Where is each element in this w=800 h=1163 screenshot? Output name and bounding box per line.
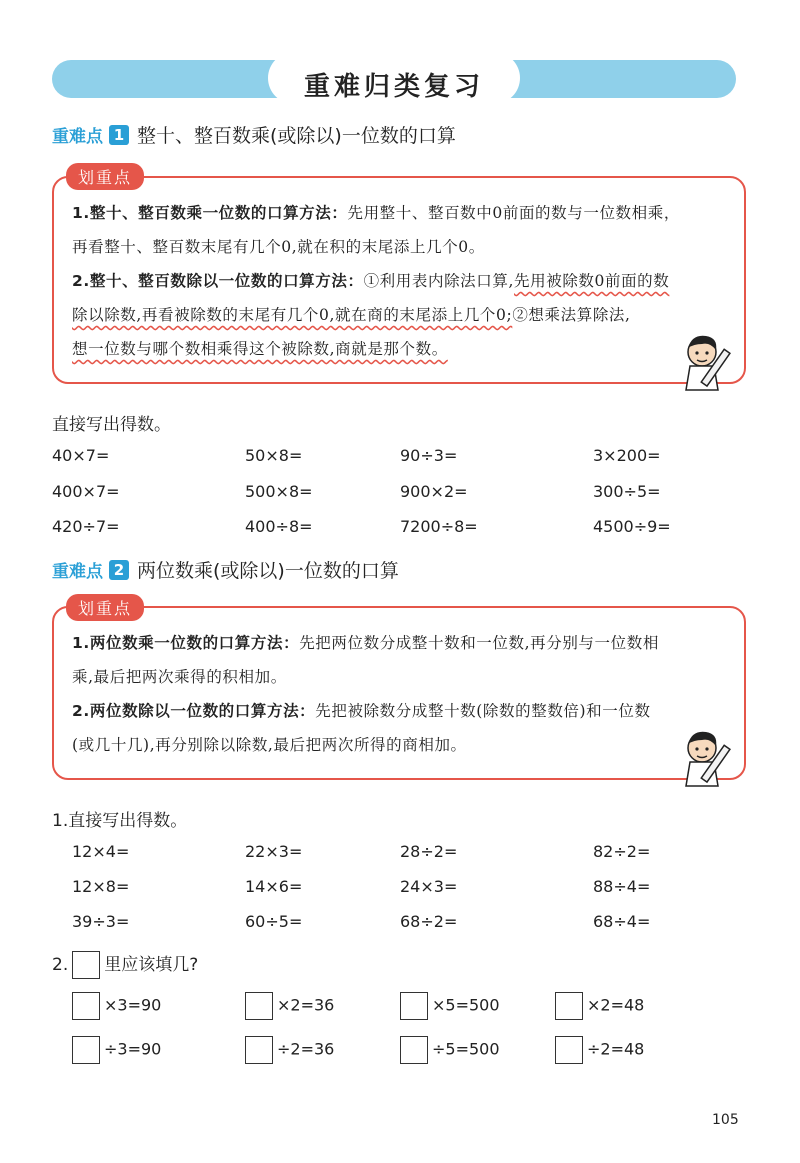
- exercise1-instruction: 1.直接写出得数。: [52, 811, 188, 831]
- fill-item: [400, 992, 500, 1020]
- calc-item: 88÷4=: [593, 877, 651, 896]
- fill-expression: ÷2=48: [587, 1039, 645, 1059]
- mascot-pencil-boy-icon: [676, 330, 740, 394]
- answer-box[interactable]: [245, 1036, 273, 1064]
- exercise2-number: 2.: [52, 955, 69, 975]
- point2-title: 两位数乘(或除以)一位数的口算: [137, 560, 399, 582]
- fill-item: [555, 1036, 644, 1064]
- exercise2-text: 里应该填几?: [104, 955, 199, 975]
- point1-title: 整十、整百数乘(或除以)一位数的口算: [137, 125, 456, 147]
- fill-item: [555, 992, 644, 1020]
- calc-item: 14×6=: [245, 877, 303, 896]
- rule3-continued: 乘,最后把两次乘得的积相加。: [72, 668, 287, 686]
- rule4-heading: 2.两位数除以一位数的口算方法：: [72, 702, 316, 720]
- calc-item: 3×200=: [593, 446, 661, 465]
- answer-box[interactable]: [72, 992, 100, 1020]
- rule2-part-c: ②想乘法算除法,: [512, 306, 631, 324]
- point2-tag: 重难点: [52, 562, 103, 582]
- fill-expression: ÷5=500: [432, 1039, 500, 1059]
- rule3-body: 先把两位数分成整十数和一位数,再分别与一位数相: [299, 634, 659, 652]
- calc-item: 300÷5=: [593, 482, 661, 501]
- rule1-body: 先用整十、整百数中0前面的数与一位数相乘，: [347, 204, 680, 222]
- fill-item: [245, 992, 334, 1020]
- rule4-body: 先把被除数分成整十数(除数的整数倍)和一位数: [315, 702, 651, 720]
- calc-item: 82÷2=: [593, 842, 651, 861]
- fill-expression: ÷2=36: [277, 1039, 335, 1059]
- calc-item: 28÷2=: [400, 842, 458, 861]
- calc-item: 50×8=: [245, 446, 303, 465]
- fill-item: [400, 1036, 500, 1064]
- fill-expression: ×2=48: [587, 995, 645, 1015]
- calc-item: 400÷8=: [245, 517, 313, 536]
- calc-item: 4500÷9=: [593, 517, 671, 536]
- rule2-part-b: 先用被除数0前面的数: [514, 272, 670, 290]
- fill-item: [72, 992, 161, 1020]
- answer-box[interactable]: [555, 992, 583, 1020]
- fill-item: [72, 1036, 161, 1064]
- answer-box[interactable]: [72, 1036, 100, 1064]
- calc-item: 7200÷8=: [400, 517, 478, 536]
- calc-item: 900×2=: [400, 482, 468, 501]
- calc-item: 68÷2=: [400, 912, 458, 931]
- knowledge-badge-1: 划重点: [66, 163, 144, 190]
- calc-item: 40×7=: [52, 446, 110, 465]
- answer-box[interactable]: [400, 1036, 428, 1064]
- blank-box-icon: [72, 951, 100, 979]
- rule1-heading: 1.整十、整百数乘一位数的口算方法：: [72, 204, 348, 222]
- calc-item: 22×3=: [245, 842, 303, 861]
- calc-item: 68÷4=: [593, 912, 651, 931]
- fill-expression: ÷3=90: [104, 1039, 162, 1059]
- rule1-continued: 再看整十、整百数末尾有几个0,就在积的末尾添上几个0。: [72, 238, 485, 256]
- rule3-heading: 1.两位数乘一位数的口算方法：: [72, 634, 300, 652]
- knowledge-text-1: [72, 196, 734, 366]
- instruction-1: 直接写出得数。: [52, 415, 171, 435]
- calc-item: 420÷7=: [52, 517, 120, 536]
- fill-item: [245, 1036, 334, 1064]
- exercise2-instruction: [52, 950, 198, 979]
- calc-item: 39÷3=: [72, 912, 130, 931]
- point1-heading: [52, 121, 456, 148]
- point1-tag: 重难点: [52, 127, 103, 147]
- rule2-heading: 2.整十、整百数除以一位数的口算方法：: [72, 272, 364, 290]
- fill-expression: ×3=90: [104, 995, 162, 1015]
- calc-item: 12×4=: [72, 842, 130, 861]
- rule2-end: 想一位数与哪个数相乘得这个被除数,商就是那个数。: [72, 340, 448, 358]
- calc-item: 12×8=: [72, 877, 130, 896]
- point2-number: 2: [109, 560, 129, 580]
- knowledge-text-2: [72, 626, 734, 762]
- calc-item: 500×8=: [245, 482, 313, 501]
- rule4-continued: (或几十几),再分别除以除数,最后把两次所得的商相加。: [72, 736, 467, 754]
- page-title: 重难归类复习: [303, 72, 484, 102]
- fill-expression: ×5=500: [432, 995, 500, 1015]
- calc-item: 90÷3=: [400, 446, 458, 465]
- knowledge-badge-2: 划重点: [66, 594, 144, 621]
- point2-heading: [52, 556, 399, 583]
- answer-box[interactable]: [400, 992, 428, 1020]
- answer-box[interactable]: [555, 1036, 583, 1064]
- point1-number: 1: [109, 125, 129, 145]
- calc-item: 60÷5=: [245, 912, 303, 931]
- answer-box[interactable]: [245, 992, 273, 1020]
- rule2-part-a: ①利用表内除法口算,: [363, 272, 515, 290]
- mascot-pencil-boy-icon: [676, 726, 740, 790]
- fill-expression: ×2=36: [277, 995, 335, 1015]
- calc-item: 400×7=: [52, 482, 120, 501]
- calc-item: 24×3=: [400, 877, 458, 896]
- rule2-continued: 除以除数,再看被除数的末尾有几个0,就在商的末尾添上几个0;: [72, 306, 513, 324]
- page-number: 105: [712, 1112, 739, 1128]
